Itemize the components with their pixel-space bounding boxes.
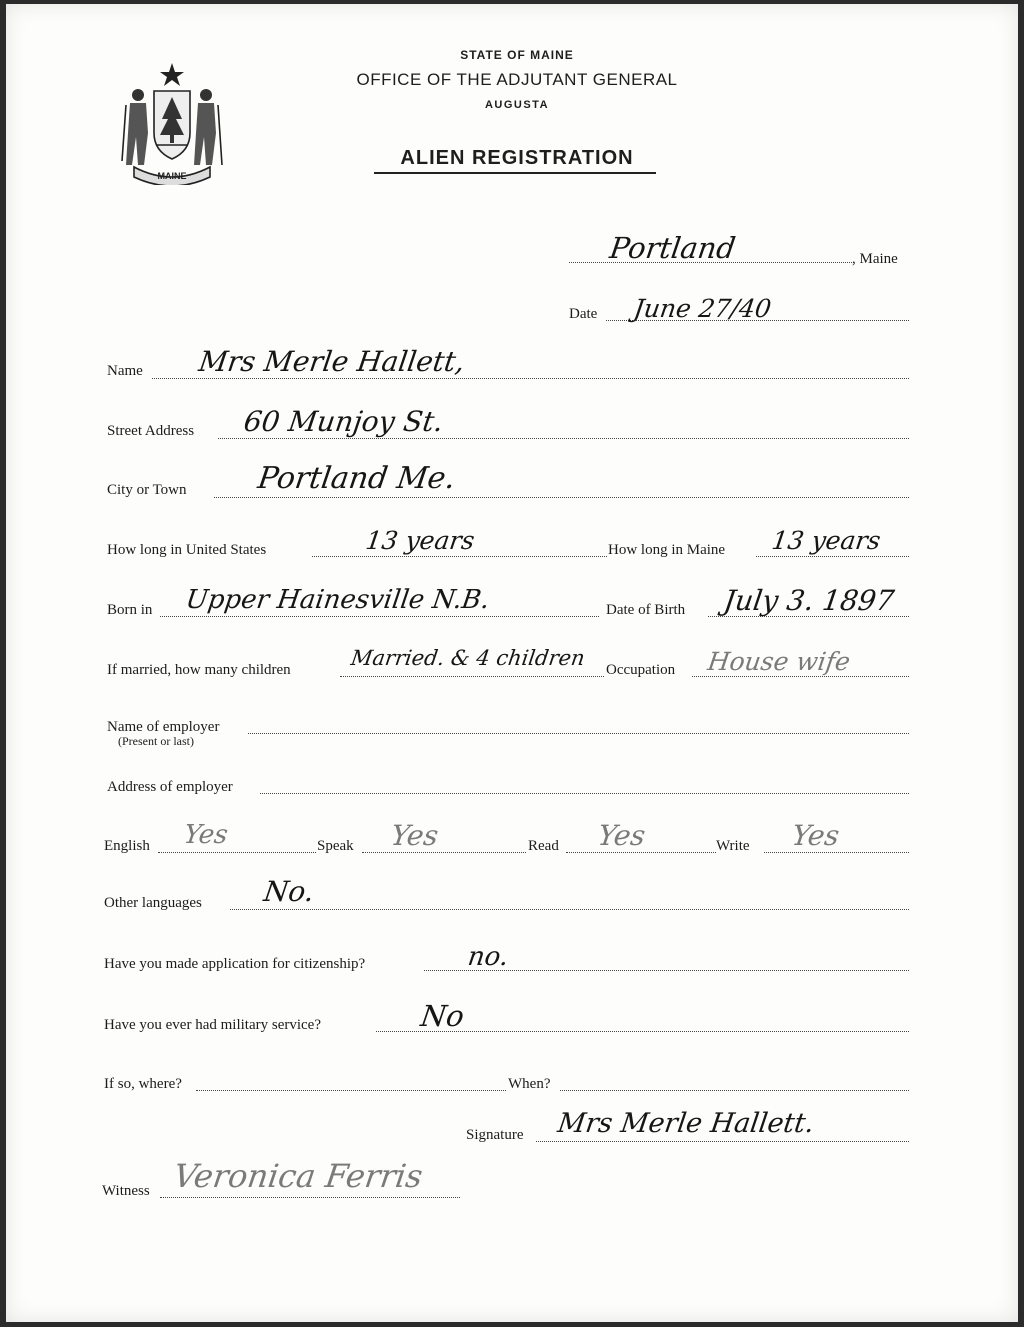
- married-label: If married, how many children: [107, 662, 291, 678]
- citizenship-label: Have you made application for citizenship?: [104, 956, 366, 972]
- witness-value: Veronica Ferris: [171, 1157, 425, 1195]
- occupation-line: [692, 676, 909, 677]
- street-value: 60 Munjoy St.: [241, 405, 446, 438]
- city-label: City or Town: [107, 482, 187, 498]
- married-line: [340, 676, 604, 677]
- born-in-label: Born in: [107, 602, 153, 618]
- maine-state-seal: [116, 61, 228, 185]
- read-value: Yes: [595, 819, 648, 852]
- name-line: [152, 378, 909, 379]
- how-long-maine-label: How long in Maine: [608, 542, 726, 558]
- title-underline: [374, 172, 656, 174]
- how-long-us-line: [312, 556, 607, 557]
- military-label: Have you ever had military service?: [104, 1017, 321, 1033]
- how-long-us-label: How long in United States: [107, 542, 267, 558]
- signature-value: Mrs Merle Hallett.: [555, 1108, 817, 1139]
- born-in-line: [160, 616, 599, 617]
- witness-line: [160, 1197, 460, 1198]
- read-line: [566, 852, 716, 853]
- seal-motto: MAINE: [157, 171, 187, 181]
- city-value: Portland Me.: [255, 461, 458, 496]
- how-long-us-value: 13 years: [363, 526, 477, 555]
- speak-label: Speak: [317, 838, 354, 854]
- state-heading: STATE OF MAINE: [460, 48, 574, 62]
- other-languages-value: No.: [261, 875, 317, 908]
- occupation-label: Occupation: [606, 662, 676, 678]
- signature-label: Signature: [466, 1127, 524, 1143]
- office-heading: OFFICE OF THE ADJUTANT GENERAL: [356, 70, 678, 89]
- name-label: Name: [107, 363, 143, 379]
- english-value: Yes: [181, 820, 230, 850]
- city-heading: AUGUSTA: [484, 99, 550, 111]
- married-value: Married. & 4 children: [349, 646, 587, 670]
- other-languages-label: Other languages: [104, 895, 202, 911]
- dob-label: Date of Birth: [606, 602, 686, 618]
- employer-label: Name of employer: [107, 719, 220, 735]
- employer-line: [248, 733, 909, 734]
- born-in-value: Upper Hainesville N.B.: [183, 585, 492, 615]
- write-value: Yes: [789, 819, 842, 852]
- employer-address-line: [260, 793, 909, 794]
- english-line: [158, 852, 316, 853]
- name-value: Mrs Merle Hallett,: [196, 345, 467, 378]
- write-line: [764, 852, 909, 853]
- street-label: Street Address: [107, 423, 195, 439]
- speak-line: [362, 852, 526, 853]
- employer-sublabel: (Present or last): [118, 734, 194, 748]
- write-label: Write: [716, 838, 750, 854]
- speak-value: Yes: [388, 819, 441, 852]
- if-so-where-label: If so, where?: [104, 1076, 182, 1092]
- english-label: English: [104, 838, 150, 854]
- occupation-value: House wife: [705, 647, 853, 676]
- form-title: ALIEN REGISTRATION: [400, 147, 634, 169]
- how-long-maine-value: 13 years: [769, 526, 883, 555]
- employer-address-label: Address of employer: [107, 779, 233, 795]
- place-suffix: , Maine: [852, 251, 898, 267]
- date-label: Date: [569, 306, 598, 322]
- signature-line: [536, 1141, 909, 1142]
- witness-label: Witness: [102, 1183, 150, 1199]
- how-long-maine-line: [756, 556, 909, 557]
- date-value: June 27/40: [631, 294, 774, 323]
- citizenship-value: no.: [465, 942, 511, 972]
- when-line: [560, 1090, 909, 1091]
- city-line: [214, 497, 909, 498]
- military-value: No: [418, 999, 467, 1033]
- if-so-where-line: [196, 1090, 506, 1091]
- street-line: [218, 438, 909, 439]
- registration-form-page: [6, 4, 1018, 1322]
- when-label: When?: [508, 1076, 551, 1092]
- other-languages-line: [230, 909, 909, 910]
- read-label: Read: [528, 838, 559, 854]
- dob-value: July 3. 1897: [721, 584, 897, 617]
- place-value: Portland: [607, 231, 738, 265]
